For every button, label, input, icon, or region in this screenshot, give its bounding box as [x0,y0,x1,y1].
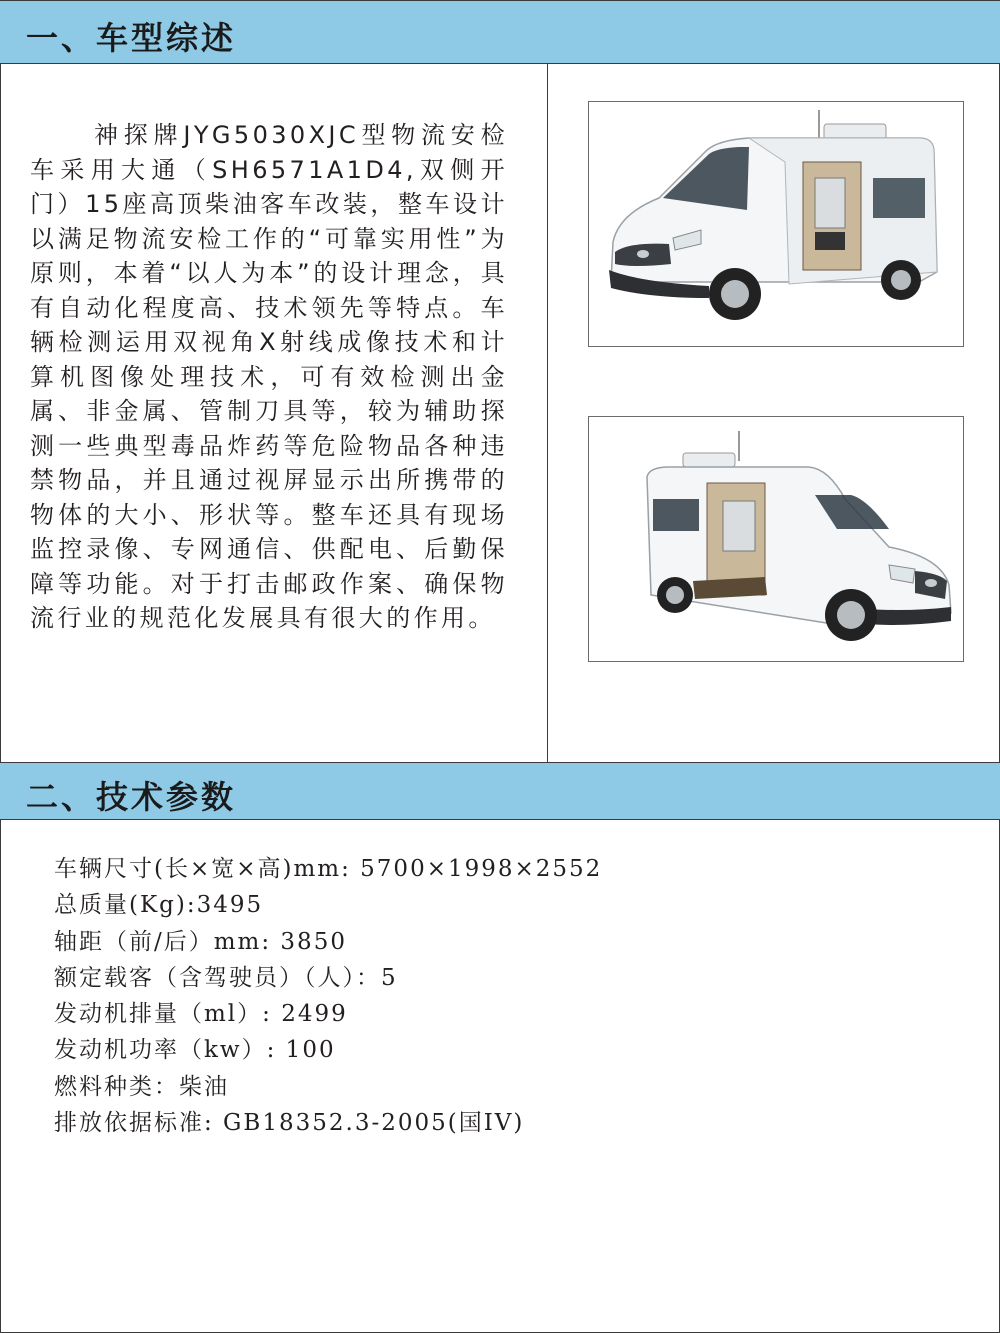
spec-rated-passengers: 额定载客（含驾驶员）（人）：5 [54,964,398,991]
spec-engine-power: 发动机功率（kw）: 100 [54,1037,336,1064]
spec-fuel-type: 燃料种类：柴油 [54,1073,229,1100]
van-photo-2 [588,416,964,662]
van-photo-1 [588,101,964,347]
spec-gross-mass: 总质量(Kg):3495 [54,892,264,919]
column-divider [547,64,548,762]
spec-vehicle-dimensions: 车辆尺寸(长×宽×高)mm: 5700×1998×2552 [54,856,603,882]
van-front-left-icon [589,102,963,346]
spec-engine-displacement: 发动机排量（ml）: 2499 [54,1001,348,1028]
section-title-overview: 一、车型综述 [26,19,237,57]
section-header-overview [0,0,1000,64]
specs-list [54,850,602,1140]
section-title-specs: 二、技术参数 [26,778,237,816]
van-front-right-icon [589,417,963,661]
overview-paragraph: 神探牌JYG5030XJC型物流安检车采用大通（SH6571A1D4,双侧开门）15座高顶柴油客车改装，整车设计以满足物流安检工作的“可靠实用性”为原则，本着“以人为本”的设计理念，具有自动化程度高、技术领先等特点。车辆检测运用双视角X射线成像技术和计算机图像处理技术，可有效检测出金属、非金属、管制刀具等，较为辅助探测一些典型毒品炸药等危险物品各种违禁物品，并且通过视屏显示出所携带的物体的大小、形状等。整车还具有现场监控录像、专网通信、供配电、后勤保障等功能。对于打击邮政作案、确保物流行业的规范化发展具有很大的作用。 [30,121,508,632]
spec-wheelbase: 轴距（前/后）mm: 3850 [54,928,347,955]
section-header-specs [0,762,1000,820]
spec-emission-standard: 排放依据标准: GB18352.3-2005(国IV) [54,1110,525,1137]
